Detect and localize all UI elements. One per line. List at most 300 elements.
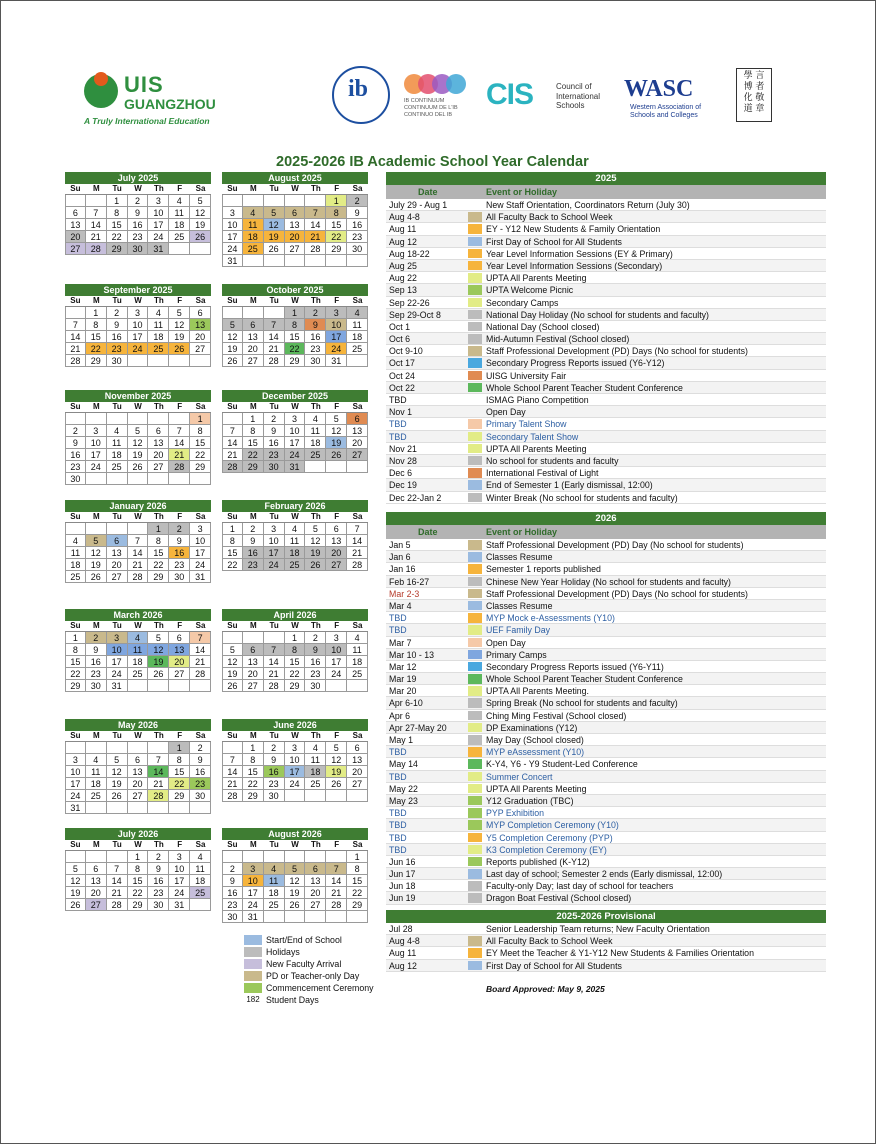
- day-cell: 21: [264, 668, 285, 680]
- event-text: UPTA All Parents Meeting: [486, 783, 587, 794]
- day-cell: 29: [128, 899, 149, 911]
- empty-cell: [222, 742, 243, 754]
- event-row: [386, 661, 826, 673]
- day-cell: 18: [190, 875, 211, 887]
- day-cell: 2: [169, 523, 190, 535]
- empty-cell: [326, 461, 347, 473]
- day-cell: 21: [347, 547, 368, 559]
- event-text: Ching Ming Festival (School closed): [486, 710, 627, 721]
- weekday-label: M: [243, 402, 264, 413]
- event-text: EY - Y12 New Students & Family Orientation: [486, 224, 661, 235]
- day-cell: 20: [148, 449, 169, 461]
- day-cell: 10: [222, 219, 243, 231]
- day-cell: 17: [148, 219, 169, 231]
- empty-cell: [305, 790, 326, 802]
- event-row: [386, 832, 826, 844]
- day-cell: 5: [148, 632, 169, 644]
- events-provisional: [386, 910, 826, 972]
- day-cell: 16: [190, 766, 211, 778]
- weekday-label: W: [128, 621, 149, 632]
- color-swatch: [468, 650, 482, 660]
- month-calendar: [222, 284, 368, 367]
- empty-cell: [65, 307, 86, 319]
- day-cell: 7: [107, 863, 128, 875]
- day-cell: 18: [347, 331, 368, 343]
- day-cell: 22: [243, 778, 264, 790]
- day-cell: 17: [107, 656, 128, 668]
- color-swatch: [468, 322, 482, 332]
- month-title: November 2025: [65, 390, 211, 402]
- event-text: Staff Professional Development (PD) Days (No school for students): [486, 346, 748, 357]
- month-title: May 2026: [65, 719, 211, 731]
- color-swatch: [468, 601, 482, 611]
- color-swatch: [468, 936, 482, 946]
- color-swatch: [468, 273, 482, 283]
- weekday-label: Tu: [264, 621, 285, 632]
- day-cell: 22: [222, 559, 243, 571]
- day-cell: 22: [107, 231, 128, 243]
- day-cell: 7: [169, 425, 190, 437]
- day-cell: 5: [65, 863, 86, 875]
- day-cell: 6: [190, 307, 211, 319]
- event-row: [386, 710, 826, 722]
- day-cell: 2: [65, 425, 86, 437]
- day-cell: 7: [326, 863, 347, 875]
- event-text: Winter Break (No school for students and faculty): [486, 492, 678, 503]
- empty-cell: [65, 413, 86, 425]
- event-row: [386, 880, 826, 892]
- day-cell: 31: [243, 911, 264, 923]
- events-2025: [386, 172, 826, 504]
- day-cell: 29: [190, 461, 211, 473]
- weekday-label: Tu: [264, 512, 285, 523]
- color-swatch: [468, 456, 482, 466]
- event-text: Secondary Talent Show: [486, 431, 579, 442]
- color-swatch: [468, 419, 482, 429]
- event-date: TBD: [389, 808, 407, 819]
- color-swatch: [468, 334, 482, 344]
- weekday-label: W: [128, 512, 149, 523]
- weekday-label: Sa: [190, 512, 211, 523]
- day-cell: 27: [169, 668, 190, 680]
- day-cell: 13: [347, 425, 368, 437]
- weekday-label: M: [86, 621, 107, 632]
- empty-cell: [107, 802, 128, 814]
- day-cell: 20: [65, 231, 86, 243]
- day-cell: 17: [128, 331, 149, 343]
- day-cell: 19: [222, 343, 243, 355]
- day-cell: 3: [285, 742, 306, 754]
- event-text: Year Level Information Sessions (EY & Primary): [486, 248, 673, 259]
- event-row: [386, 431, 826, 443]
- day-cell: 17: [285, 766, 306, 778]
- empty-cell: [86, 195, 107, 207]
- event-text: Staff Professional Development (PD) Day (No school for students): [486, 540, 744, 550]
- day-cell: 6: [169, 632, 190, 644]
- day-cell: 5: [326, 413, 347, 425]
- day-cell: 24: [222, 243, 243, 255]
- day-cell: 22: [347, 887, 368, 899]
- event-text: MYP eAssessment (Y10): [486, 747, 585, 758]
- event-row: [386, 539, 826, 551]
- day-cell: 24: [148, 231, 169, 243]
- day-cell: 29: [326, 243, 347, 255]
- day-cell: 21: [190, 656, 211, 668]
- day-cell: 12: [107, 766, 128, 778]
- event-text: MYP Mock e-Assessments (Y10): [486, 613, 615, 624]
- event-text: Classes Resume: [486, 552, 553, 563]
- day-cell: 13: [243, 656, 264, 668]
- event-date: May 1: [389, 735, 413, 745]
- event-row: [386, 492, 826, 504]
- weekday-label: M: [243, 512, 264, 523]
- day-cell: 6: [326, 523, 347, 535]
- weekday-label: Th: [305, 512, 326, 523]
- color-swatch: [468, 857, 482, 867]
- day-cell: 29: [243, 461, 264, 473]
- day-cell: 31: [285, 461, 306, 473]
- day-cell: 1: [190, 413, 211, 425]
- weekday-label: Tu: [107, 402, 128, 413]
- empty-cell: [264, 911, 285, 923]
- day-cell: 10: [243, 875, 264, 887]
- day-cell: 8: [128, 863, 149, 875]
- empty-cell: [326, 680, 347, 692]
- year-bar-2026: 2026: [386, 512, 826, 525]
- day-cell: 1: [222, 523, 243, 535]
- day-cell: 16: [86, 656, 107, 668]
- day-cell: 17: [169, 875, 190, 887]
- day-cell: 13: [169, 644, 190, 656]
- day-cell: 4: [190, 851, 211, 863]
- day-cell: 13: [107, 547, 128, 559]
- column-header: Date Event or Holiday: [386, 525, 826, 539]
- day-cell: 1: [107, 195, 128, 207]
- event-row: [386, 576, 826, 588]
- event-date: Mar 19: [389, 674, 417, 685]
- day-cell: 1: [243, 742, 264, 754]
- day-cell: 9: [148, 863, 169, 875]
- day-cell: 11: [347, 644, 368, 656]
- event-row: [386, 443, 826, 455]
- event-row: [386, 211, 826, 223]
- event-date: Apr 6: [389, 710, 411, 721]
- month-calendar: [65, 284, 211, 367]
- event-row: [386, 199, 826, 211]
- day-cell: 1: [347, 851, 368, 863]
- day-cell: 14: [264, 331, 285, 343]
- day-cell: 25: [128, 668, 149, 680]
- event-row: [386, 455, 826, 467]
- weekday-label: Su: [65, 840, 86, 851]
- day-cell: 6: [285, 207, 306, 219]
- event-date: TBD: [389, 419, 407, 430]
- color-swatch: [468, 772, 482, 782]
- empty-cell: [65, 851, 86, 863]
- event-date: Aug 18-22: [389, 248, 430, 259]
- day-cell: 5: [128, 425, 149, 437]
- event-date: Nov 28: [389, 455, 417, 466]
- day-cell: 13: [65, 219, 86, 231]
- day-cell: 19: [326, 766, 347, 778]
- weekday-label: Su: [65, 621, 86, 632]
- day-cell: 17: [326, 331, 347, 343]
- day-cell: 7: [148, 754, 169, 766]
- day-cell: 16: [264, 437, 285, 449]
- day-cell: 15: [190, 437, 211, 449]
- weekday-label: Su: [222, 731, 243, 742]
- empty-cell: [222, 632, 243, 644]
- event-date: Oct 1: [389, 321, 411, 332]
- day-cell: 27: [107, 571, 128, 583]
- day-cell: 8: [243, 425, 264, 437]
- day-cell: 5: [222, 644, 243, 656]
- day-cell: 20: [169, 656, 190, 668]
- day-cell: 18: [107, 449, 128, 461]
- day-cell: 24: [326, 343, 347, 355]
- day-cell: 16: [347, 219, 368, 231]
- color-swatch: [468, 493, 482, 503]
- uis-logo: [84, 72, 254, 132]
- event-row: [386, 418, 826, 430]
- day-cell: 25: [86, 790, 107, 802]
- day-cell: 25: [243, 243, 264, 255]
- month-title: April 2026: [222, 609, 368, 621]
- day-cell: 8: [326, 207, 347, 219]
- weekday-label: W: [285, 402, 306, 413]
- day-cell: 13: [190, 319, 211, 331]
- empty-cell: [305, 461, 326, 473]
- day-cell: 20: [107, 559, 128, 571]
- day-cell: 31: [169, 899, 190, 911]
- day-cell: 5: [305, 523, 326, 535]
- weekday-label: F: [326, 731, 347, 742]
- day-cell: 1: [128, 851, 149, 863]
- event-row: [386, 960, 826, 972]
- day-cell: 26: [264, 243, 285, 255]
- color-swatch: [468, 346, 482, 356]
- day-cell: 13: [326, 535, 347, 547]
- day-cell: 15: [65, 656, 86, 668]
- event-row: [386, 685, 826, 697]
- day-cell: 26: [128, 461, 149, 473]
- weekday-label: Sa: [190, 731, 211, 742]
- day-cell: 17: [190, 547, 211, 559]
- event-date: Jan 5: [389, 540, 411, 550]
- empty-cell: [169, 802, 190, 814]
- day-cell: 23: [305, 668, 326, 680]
- weekday-label: Su: [65, 296, 86, 307]
- color-swatch: [468, 893, 482, 903]
- event-row: [386, 637, 826, 649]
- day-cell: 15: [285, 656, 306, 668]
- color-swatch: [468, 249, 482, 259]
- empty-cell: [148, 413, 169, 425]
- day-cell: 8: [285, 644, 306, 656]
- day-cell: 18: [148, 331, 169, 343]
- day-cell: 5: [86, 535, 107, 547]
- empty-cell: [148, 802, 169, 814]
- day-cell: 25: [305, 449, 326, 461]
- empty-cell: [243, 307, 264, 319]
- color-swatch: [468, 224, 482, 234]
- color-swatch: [468, 820, 482, 830]
- empty-cell: [326, 851, 347, 863]
- day-cell: 17: [326, 656, 347, 668]
- day-cell: 24: [86, 461, 107, 473]
- day-cell: 26: [326, 778, 347, 790]
- event-date: Apr 27-May 20: [389, 722, 447, 733]
- weekday-label: M: [86, 840, 107, 851]
- weekday-label: Tu: [264, 184, 285, 195]
- day-cell: 29: [107, 243, 128, 255]
- empty-cell: [190, 355, 211, 367]
- weekday-label: Sa: [347, 621, 368, 632]
- day-cell: 4: [264, 863, 285, 875]
- color-swatch: [468, 881, 482, 891]
- empty-cell: [128, 742, 149, 754]
- day-cell: 17: [222, 231, 243, 243]
- color-swatch: [468, 869, 482, 879]
- weekday-label: Tu: [107, 512, 128, 523]
- day-cell: 12: [148, 644, 169, 656]
- day-cell: 1: [326, 195, 347, 207]
- event-text: First Day of School for All Students: [486, 960, 622, 971]
- day-cell: 18: [243, 231, 264, 243]
- day-cell: 19: [86, 559, 107, 571]
- day-cell: 29: [285, 355, 306, 367]
- color-swatch: [468, 723, 482, 733]
- day-cell: 3: [326, 307, 347, 319]
- event-date: Aug 22: [389, 273, 417, 284]
- event-date: Jan 6: [389, 552, 411, 563]
- event-date: Sep 22-26: [389, 297, 430, 308]
- event-row: [386, 771, 826, 783]
- day-cell: 7: [222, 425, 243, 437]
- day-cell: 8: [222, 535, 243, 547]
- day-cell: 30: [305, 680, 326, 692]
- color-swatch: [468, 200, 482, 210]
- color-swatch: [468, 638, 482, 648]
- day-cell: 18: [128, 656, 149, 668]
- color-swatch: [468, 552, 482, 562]
- day-cell: 4: [305, 413, 326, 425]
- event-date: TBD: [389, 844, 407, 855]
- day-cell: 13: [243, 331, 264, 343]
- weekday-label: M: [86, 731, 107, 742]
- event-text: Whole School Parent Teacher Student Conference: [486, 382, 683, 393]
- day-cell: 13: [347, 754, 368, 766]
- day-cell: 14: [107, 875, 128, 887]
- event-text: Faculty-only Day; last day of school for teachers: [486, 881, 674, 892]
- weekday-label: M: [86, 512, 107, 523]
- weekday-label: Tu: [107, 731, 128, 742]
- day-cell: 17: [243, 887, 264, 899]
- day-cell: 11: [169, 207, 190, 219]
- day-cell: 26: [65, 899, 86, 911]
- day-cell: 30: [86, 680, 107, 692]
- event-date: Nov 21: [389, 443, 417, 454]
- event-row: [386, 819, 826, 831]
- event-date: Jul 28: [389, 924, 413, 934]
- weekday-label: Sa: [347, 840, 368, 851]
- empty-cell: [285, 255, 306, 267]
- day-cell: 21: [148, 778, 169, 790]
- day-cell: 4: [86, 754, 107, 766]
- weekday-label: Sa: [347, 402, 368, 413]
- empty-cell: [128, 523, 149, 535]
- empty-cell: [107, 473, 128, 485]
- event-text: Summer Concert: [486, 771, 553, 782]
- event-date: Aug 12: [389, 960, 417, 971]
- legend-swatch: [244, 971, 262, 981]
- event-text: Dragon Boat Festival (School closed): [486, 893, 632, 904]
- event-text: Last day of school; Semester 2 ends (Early dismissal, 12:00): [486, 869, 723, 880]
- event-text: Primary Talent Show: [486, 419, 567, 430]
- day-cell: 22: [285, 668, 306, 680]
- day-cell: 30: [65, 473, 86, 485]
- event-date: Oct 17: [389, 358, 415, 369]
- weekday-label: Su: [65, 512, 86, 523]
- event-date: Oct 22: [389, 382, 415, 393]
- event-row: [386, 272, 826, 284]
- weekday-label: W: [128, 296, 149, 307]
- day-cell: 1: [86, 307, 107, 319]
- day-cell: 23: [305, 343, 326, 355]
- weekday-label: Sa: [190, 184, 211, 195]
- day-cell: 24: [169, 887, 190, 899]
- event-text: Y12 Graduation (TBC): [486, 795, 574, 806]
- event-row: [386, 673, 826, 685]
- day-cell: 20: [305, 887, 326, 899]
- day-cell: 11: [148, 319, 169, 331]
- day-cell: 18: [86, 778, 107, 790]
- day-cell: 15: [222, 547, 243, 559]
- empty-cell: [305, 851, 326, 863]
- day-cell: 28: [86, 243, 107, 255]
- event-date: Aug 11: [389, 948, 417, 959]
- day-cell: 27: [347, 778, 368, 790]
- event-row: [386, 321, 826, 333]
- weekday-label: F: [169, 512, 190, 523]
- day-cell: 14: [190, 644, 211, 656]
- event-row: [386, 612, 826, 624]
- color-swatch: [468, 432, 482, 442]
- weekday-label: F: [326, 402, 347, 413]
- empty-cell: [107, 523, 128, 535]
- event-row: [386, 309, 826, 321]
- color-swatch: [468, 808, 482, 818]
- weekday-label: Th: [148, 512, 169, 523]
- day-cell: 23: [169, 559, 190, 571]
- day-cell: 2: [148, 851, 169, 863]
- weekday-label: Sa: [347, 184, 368, 195]
- day-cell: 27: [285, 243, 306, 255]
- event-row: [386, 394, 826, 406]
- empty-cell: [148, 680, 169, 692]
- event-date: Mar 12: [389, 661, 417, 672]
- month-calendar: [65, 828, 211, 911]
- day-cell: 23: [243, 559, 264, 571]
- event-text: Open Day: [486, 637, 526, 648]
- event-date: TBD: [389, 625, 407, 636]
- day-cell: 18: [305, 766, 326, 778]
- day-cell: 27: [243, 680, 264, 692]
- event-date: Oct 24: [389, 370, 415, 381]
- day-cell: 4: [243, 207, 264, 219]
- school-tagline: A Truly International Education: [84, 116, 210, 126]
- day-cell: 14: [86, 219, 107, 231]
